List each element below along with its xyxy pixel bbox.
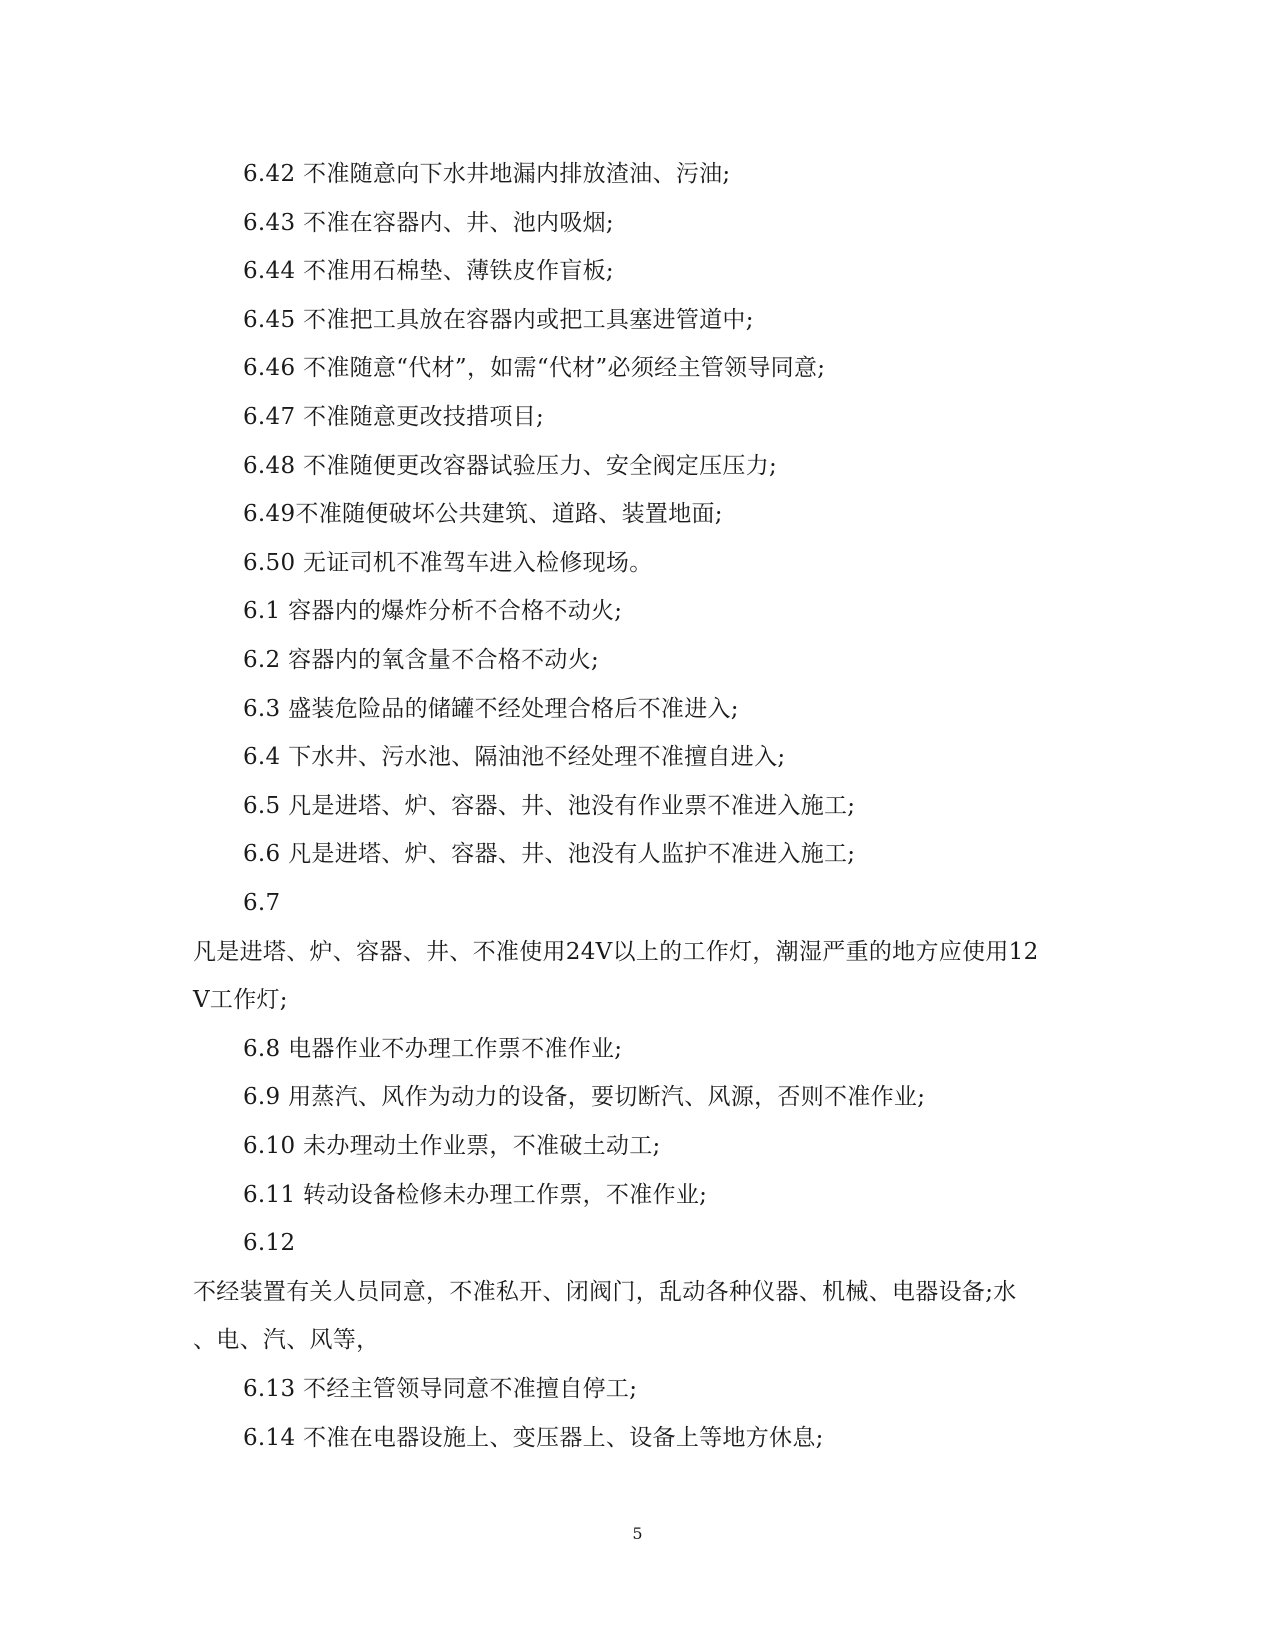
document-line: 6.45 不准把工具放在容器内或把工具塞进管道中; xyxy=(243,307,754,333)
document-line: 6.44 不准用石棉垫、薄铁皮作盲板; xyxy=(243,258,614,284)
document-line: 6.14 不准在电器设施上、变压器上、设备上等地方休息; xyxy=(243,1425,824,1451)
document-line: 6.13 不经主管领导同意不准擅自停工; xyxy=(243,1376,638,1402)
document-line: 6.7 xyxy=(243,890,281,916)
document-line: 6.3 盛装危险品的储罐不经处理合格后不准进入; xyxy=(243,696,739,722)
document-line: 6.47 不准随意更改技措项目; xyxy=(243,404,545,430)
document-line: 6.1 容器内的爆炸分析不合格不动火; xyxy=(243,598,623,624)
document-line: 6.12 xyxy=(243,1230,296,1256)
page-number: 5 xyxy=(632,1524,643,1543)
document-line: 6.10 未办理动土作业票，不准破土动工; xyxy=(243,1133,661,1159)
document-line: 6.42 不准随意向下水井地漏内排放渣油、污油; xyxy=(243,161,731,187)
document-line: 6.49不准随便破坏公共建筑、道路、装置地面; xyxy=(243,501,723,527)
document-line: 6.50 无证司机不准驾车进入检修现场。 xyxy=(243,550,653,576)
document-line: 6.11 转动设备检修未办理工作票，不准作业; xyxy=(243,1182,708,1208)
document-line: 6.43 不准在容器内、井、池内吸烟; xyxy=(243,210,614,236)
document-line: 6.2 容器内的氧含量不合格不动火; xyxy=(243,647,600,673)
document-line: 6.8 电器作业不办理工作票不准作业; xyxy=(243,1036,623,1062)
document-line: 6.46 不准随意“代材”，如需“代材”必须经主管领导同意; xyxy=(243,355,826,381)
document-line: 6.9 用蒸汽、风作为动力的设备，要切断汽、风源，否则不准作业; xyxy=(243,1084,926,1110)
document-line: 6.48 不准随便更改容器试验压力、安全阀定压压力; xyxy=(243,453,778,479)
document-line: V工作灯; xyxy=(193,987,288,1013)
document-line: 、电、汽、风等， xyxy=(193,1327,380,1353)
document-line: 6.6 凡是进塔、炉、容器、井、池没有人监护不准进入施工; xyxy=(243,841,856,867)
document-line: 6.5 凡是进塔、炉、容器、井、池没有作业票不准进入施工; xyxy=(243,793,856,819)
document-line: 不经装置有关人员同意，不准私开、闭阀门，乱动各种仪器、机械、电器设备;水 xyxy=(193,1279,1017,1305)
document-line: 凡是进塔、炉、容器、井、不准使用24V以上的工作灯，潮湿严重的地方应使用12 xyxy=(193,939,1039,965)
document-line: 6.4 下水井、污水池、隔油池不经处理不准擅自进入; xyxy=(243,744,786,770)
